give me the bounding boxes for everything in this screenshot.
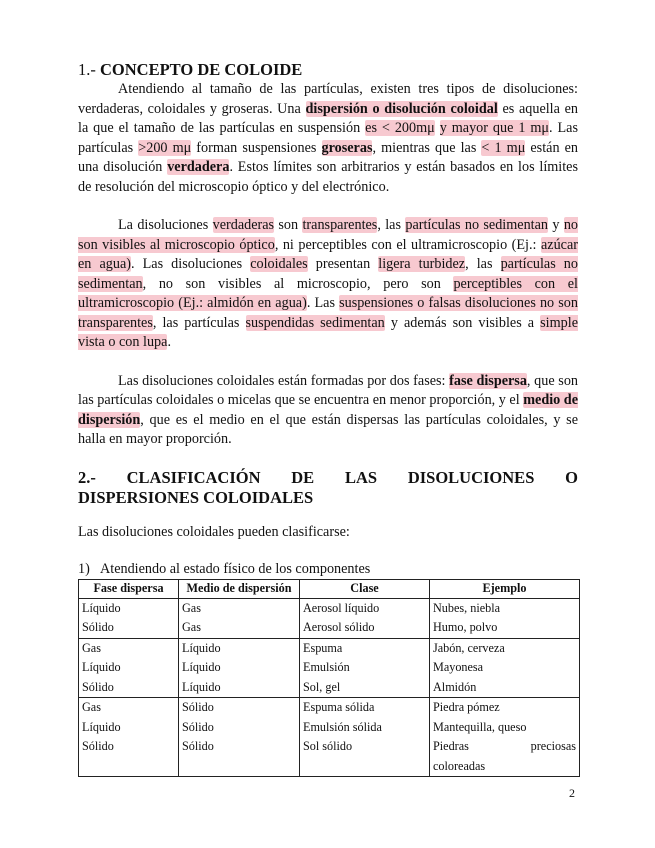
highlight: perceptibles con el ultramicroscopio (Ej.: almidón en agua)	[78, 275, 578, 311]
highlight: no son visibles al microscopio óptico	[78, 217, 578, 253]
cell-line: Jabón, cerveza	[433, 640, 505, 655]
cell-line: Líquido	[82, 719, 121, 734]
text-run: . Estos límites son arbitrarios y están basados en los límites de resolución del microscopio óptico y del electrónico.	[78, 159, 578, 195]
cell-medio	[179, 638, 300, 698]
text-run: . Las	[306, 295, 340, 311]
highlight: >200 mμ	[138, 139, 192, 156]
cell-line: Aerosol líquido	[303, 600, 380, 615]
cell-line: Sol, gel	[303, 679, 341, 694]
paragraph-1	[78, 80, 578, 197]
header-medio-dispersion: Medio de dispersión	[179, 579, 300, 598]
header-ejemplo: Ejemplo	[430, 579, 580, 598]
text-run: Las disoluciones coloidales están formadas por dos fases:	[118, 372, 450, 389]
cell-fase	[79, 638, 179, 698]
section-1-number: 1.-	[78, 60, 96, 79]
header-fase-dispersa: Fase dispersa	[79, 579, 179, 598]
cell-line: Líquido	[182, 679, 221, 694]
cell-line: Sólido	[182, 739, 214, 753]
text-run: son	[274, 217, 303, 233]
cell-line: Piedra pómez	[433, 700, 500, 714]
highlight: fase dispersa	[449, 372, 527, 389]
highlight: coloidales	[250, 256, 308, 272]
heading-word: LAS	[344, 467, 378, 487]
cell-word: Piedras	[433, 739, 469, 753]
text-run: , que son las partículas coloidales o micelas que se encuentra en menor proporción, y el	[78, 372, 579, 408]
table-row	[79, 698, 580, 777]
cell-clase	[300, 638, 430, 698]
cell-line: Sólido	[82, 739, 114, 753]
cell-line: Humo, polvo	[433, 620, 498, 634]
header-clase: Clase	[300, 579, 430, 598]
cell-line	[433, 737, 576, 757]
cell-line: Líquido	[182, 640, 221, 655]
highlight: < 1 mμ	[481, 139, 526, 156]
cell-line: Gas	[182, 600, 201, 615]
section-2-line-2: DISPERSIONES COLOIDALES	[78, 487, 314, 507]
highlight: partículas no sedimentan	[78, 256, 578, 292]
cell-line: Sol sólido	[303, 739, 353, 753]
list-item-physical-state	[78, 560, 578, 578]
cell-line: Líquido	[182, 660, 221, 674]
section-2-line-1	[78, 468, 578, 488]
highlight: transparentes	[302, 217, 378, 233]
cell-medio	[179, 598, 300, 638]
heading-word: DE	[291, 467, 315, 487]
cell-line: Mayonesa	[433, 660, 484, 674]
cell-line: Sólido	[82, 679, 114, 694]
cell-fase	[79, 698, 179, 777]
cell-line: Gas	[182, 620, 201, 634]
cell-ejemplo	[430, 598, 580, 638]
text-run: , no son visibles al microscopio, pero son	[142, 275, 454, 292]
cell-line: Líquido	[82, 660, 121, 674]
cell-word: preciosas	[530, 739, 576, 753]
text-run: y	[548, 217, 564, 233]
cell-line: Aerosol sólido	[303, 620, 375, 634]
text-run: forman suspensiones	[191, 139, 322, 156]
text-run: , las	[377, 217, 406, 233]
page-number: 2	[569, 786, 575, 800]
text-run: presentan	[307, 256, 379, 272]
section-2-heading	[78, 468, 578, 508]
highlight: groseras	[321, 139, 373, 156]
text-run: , las	[465, 256, 501, 272]
cell-clase	[300, 698, 430, 777]
cell-ejemplo	[430, 638, 580, 698]
cell-line: Líquido	[82, 600, 121, 615]
list-text: Atendiendo al estado físico de los componentes	[100, 560, 371, 577]
text-run: es aquella en la que el tamaño de las partículas en suspensión	[78, 100, 579, 136]
cell-line: Sólido	[182, 719, 214, 734]
table-header-row	[79, 579, 580, 598]
cell-line: coloreadas	[433, 758, 486, 773]
text-run: . Las disoluciones	[130, 256, 251, 272]
table-row	[79, 638, 580, 698]
cell-line: Emulsión sólida	[303, 719, 382, 734]
highlight: es < 200mμ	[365, 120, 435, 136]
highlight: simple vista o con lupa	[78, 314, 578, 350]
highlight: partículas no sedimentan	[405, 217, 549, 233]
cell-line: Gas	[82, 700, 101, 714]
text-run: La disoluciones	[118, 217, 213, 233]
cell-fase	[79, 598, 179, 638]
highlight: y mayor que 1 mμ	[439, 120, 550, 136]
text-run: , que es el medio en el que están dispersas las partículas coloidales, y se halla en mayor proporción.	[78, 411, 578, 447]
cell-line: Sólido	[182, 700, 214, 714]
document-page	[78, 60, 578, 777]
highlight: azúcar en agua)	[78, 236, 578, 272]
cell-ejemplo	[430, 698, 580, 777]
section-2-number: 2.-	[78, 467, 96, 487]
cell-medio	[179, 698, 300, 777]
classification-intro: Las disoluciones coloidales pueden clasificarse:	[78, 523, 350, 540]
highlight: medio de dispersión	[78, 392, 578, 428]
text-run: y además son visibles a	[384, 314, 541, 331]
paragraph-3	[78, 372, 578, 450]
cell-line: Sólido	[82, 620, 114, 634]
section-1-title: CONCEPTO DE COLOIDE	[100, 60, 303, 79]
cell-line: Nubes, niebla	[433, 600, 501, 615]
text-run: . Las partículas	[78, 120, 579, 156]
highlight: ligera turbidez	[378, 256, 466, 272]
heading-word: O	[565, 467, 578, 487]
list-number: 1)	[78, 560, 90, 577]
cell-line: Gas	[82, 640, 101, 655]
text-run: Atendiendo al tamaño de las partículas, existen tres tipos de disoluciones: verdaderas, coloidales y groseras. Una	[78, 81, 578, 117]
heading-word: CLASIFICACIÓN	[126, 467, 261, 487]
section-1-heading	[78, 60, 578, 80]
text-run: , las partículas	[152, 314, 246, 331]
highlight: dispersión o disolución coloidal	[305, 100, 498, 117]
highlight: verdadera	[167, 159, 230, 175]
cell-line: Almidón	[433, 679, 477, 694]
text-run: .	[167, 334, 171, 350]
text-run: están en una disolución	[78, 139, 578, 175]
text-run: , mientras que las	[372, 139, 482, 156]
highlight: verdaderas	[212, 217, 275, 233]
colloid-classification-table	[78, 579, 580, 778]
text-run: , ni perceptibles con el ultramicroscopio (Ej.:	[274, 236, 541, 253]
paragraph-2	[78, 216, 578, 353]
cell-line: Emulsión	[303, 660, 350, 674]
table-row	[79, 598, 580, 638]
heading-word: DISOLUCIONES	[407, 467, 535, 487]
cell-line: Mantequilla, queso	[433, 719, 527, 734]
text-run	[435, 120, 440, 136]
highlight: suspensiones o falsas disoluciones no son transparentes	[78, 295, 578, 331]
highlight: suspendidas sedimentan	[245, 314, 385, 331]
cell-line: Espuma sólida	[303, 700, 375, 714]
cell-clase	[300, 598, 430, 638]
cell-line: Espuma	[303, 640, 343, 655]
